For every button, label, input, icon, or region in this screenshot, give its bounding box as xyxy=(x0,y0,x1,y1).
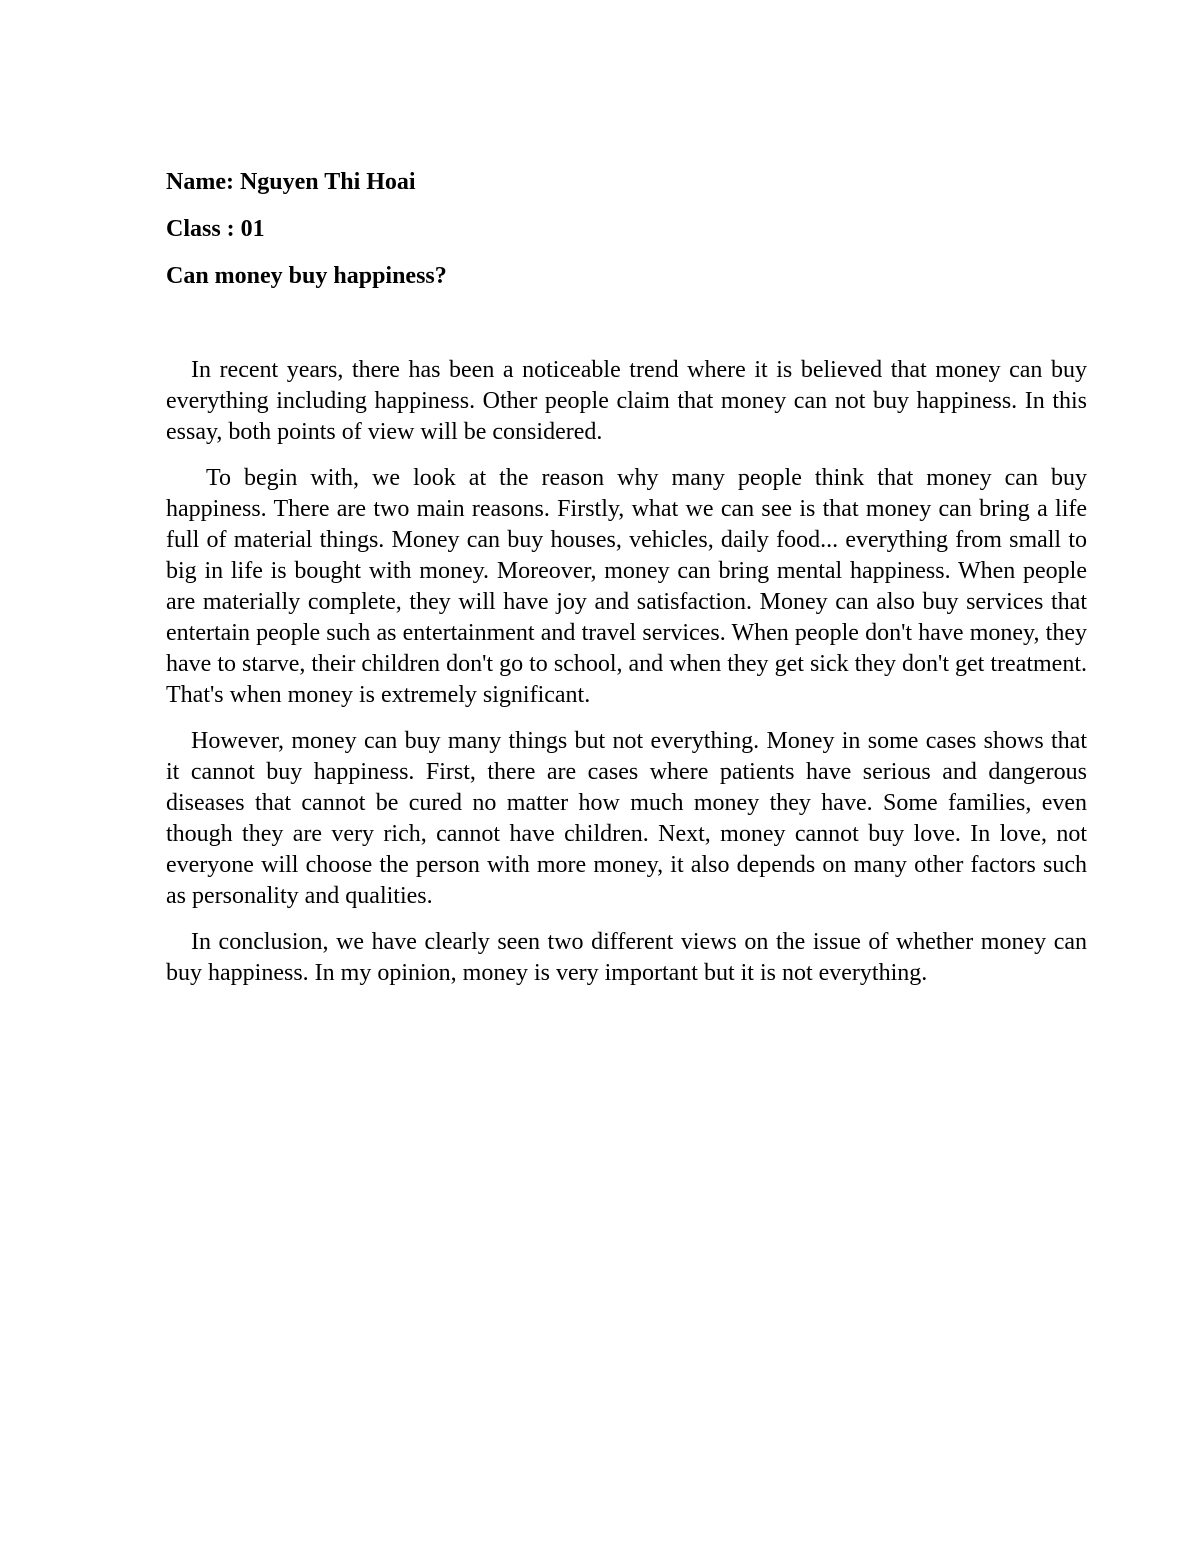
essay-body xyxy=(166,355,1087,989)
paragraph-reasons-against: However, money can buy many things but not everything. Money in some cases shows that it cannot buy happiness. First, there are cases where patients have serious and dangerous diseases that cannot be cured no matter how much money they have. Some families, even though they are very rich, cannot have children. Next, money cannot buy love. In love, not everyone will choose the person with more money, it also depends on many other factors such as personality and qualities. xyxy=(166,728,1087,909)
student-name: Name: Nguyen Thi Hoai xyxy=(166,169,416,195)
essay-title: Can money buy happiness? xyxy=(166,263,447,289)
document-content xyxy=(166,166,1087,1004)
paragraph-conclusion: In conclusion, we have clearly seen two different views on the issue of whether money can buy happiness. In my opinion, money is very important but it is not everything. xyxy=(166,929,1087,986)
paragraph-reasons-for: To begin with, we look at the reason why many people think that money can buy happiness. There are two main reasons. Firstly, what we can see is that money can bring a life full of material things. Money can buy houses, vehicles, daily food... everything from small to big in life is bought with money. Moreover, money can bring mental happiness. When people are materially complete, they will have joy and satisfaction. Money can also buy services that entertain people such as entertainment and travel services. When people don't have money, they have to starve, their children don't go to school, and when they get sick they don't get treatment. That's when money is extremely significant. xyxy=(166,465,1087,708)
class-number: Class : 01 xyxy=(166,216,265,242)
paragraph-introduction: In recent years, there has been a noticeable trend where it is believed that money can buy everything including happiness. Other people claim that money can not buy happiness. In this essay, both points of view will be considered. xyxy=(166,357,1087,445)
